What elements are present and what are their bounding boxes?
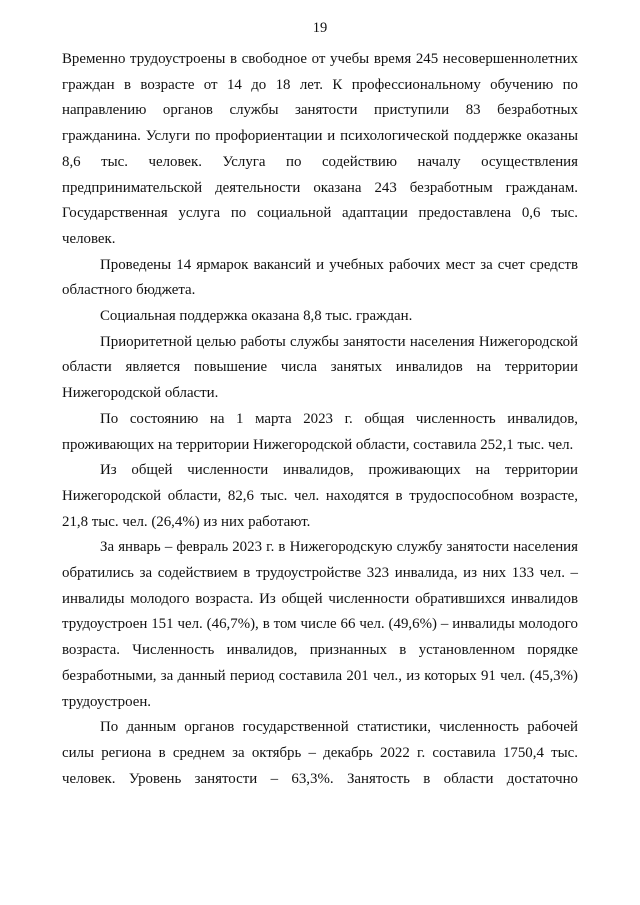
paragraph: По данным органов государственной статистики, численность рабочей силы региона в среднем за октябрь – декабрь 2022 г. составила 1750,4 тыс. человек. Уровень занятости – 63,3%. Занятость в области достаточно <box>62 719 578 787</box>
paragraph: По состоянию на 1 марта 2023 г. общая численность инвалидов, проживающих на территории Нижегородской области, составила 252,1 тыс. чел. <box>62 410 578 453</box>
paragraph: Временно трудоустроены в свободное от учебы время 245 несовершеннолетних граждан в возрасте от 14 до 18 лет. К профессиональному обучению по направлению органов службы занятости приступили 83 безработных гражданина. Услуги по профориентации и психологической поддержке оказаны 8,6 тыс. человек. Услуга по содействию началу осуществления предпринимательской деятельности оказана 243 безработным гражданам. Государственная услуга по социальной адаптации предоставлена 0,6 тыс. человек. <box>62 51 578 247</box>
page-number: 19 <box>312 20 328 36</box>
paragraph: Приоритетной целью работы службы занятости населения Нижегородской области является повышение числа занятых инвалидов на территории Нижегородской области. <box>62 333 578 402</box>
paragraph: Из общей численности инвалидов, проживающих на территории Нижегородской области, 82,6 тыс. чел. находятся в трудоспособном возрасте, 21,8 тыс. чел. (26,4%) из них работают. <box>62 462 578 530</box>
paragraph: Проведены 14 ярмарок вакансий и учебных рабочих мест за счет средств областного бюджета. <box>62 256 578 299</box>
paragraph: Социальная поддержка оказана 8,8 тыс. граждан. <box>100 308 413 325</box>
paragraph: За январь – февраль 2023 г. в Нижегородскую службу занятости населения обратились за содействием в трудоустройстве 323 инвалида, из них 133 чел. – инвалиды молодого возраста. Из общей численности обратившихся инвалидов трудоустроен 151 чел. (46,7%), в том числе 66 чел. (49,6%) – инвалиды молодого возраста. Численность инвалидов, признанных в установленном порядке безработными, за данный период составила 201 чел., из которых 91 чел. (45,3%) трудоустроен. <box>62 539 578 710</box>
body-text <box>62 47 578 792</box>
